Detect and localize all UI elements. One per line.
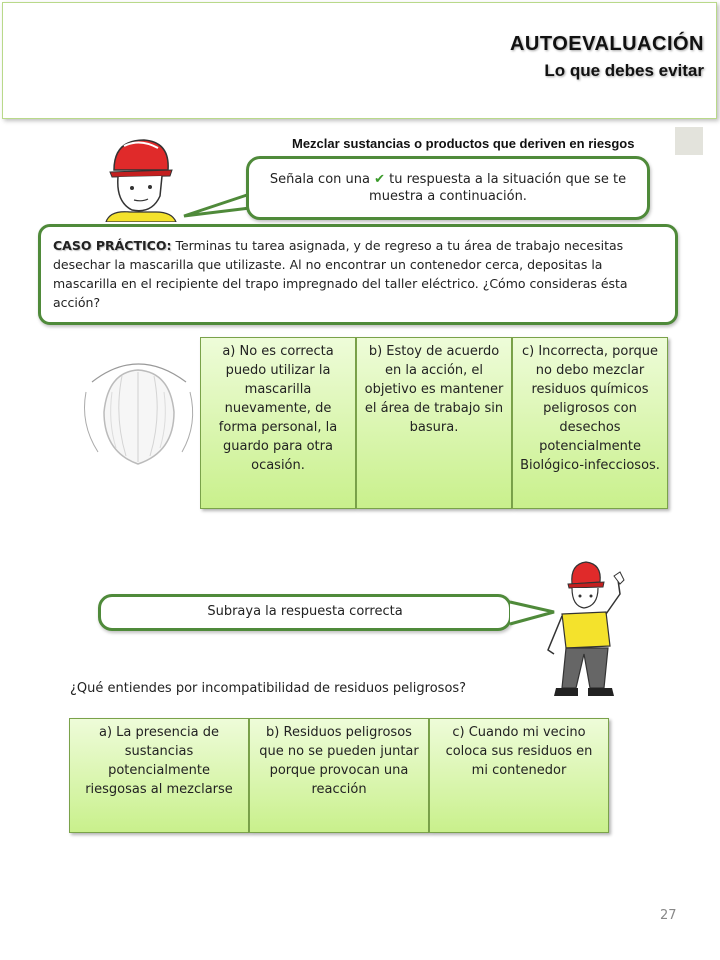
page-subtitle: Lo que debes evitar bbox=[544, 61, 704, 80]
speech-bubble-tail bbox=[180, 190, 252, 220]
header-box bbox=[2, 2, 717, 119]
case-option-c[interactable]: c) Incorrecta, porque no debo mezclar residuos químicos peligrosos con desechos potencialmente Biológico-infecciosos. bbox=[512, 337, 668, 509]
instruction-bubble-underline bbox=[98, 594, 512, 631]
question-option-b[interactable]: b) Residuos peligrosos que no se pueden juntar porque provocan una reacción bbox=[249, 718, 429, 833]
instruction-text-before: Señala con una bbox=[269, 172, 370, 187]
instruction-text-after: tu respuesta a la situación que se te muestra a continuación. bbox=[369, 172, 627, 204]
topic-heading: Mezclar sustancias o productos que deriven en riesgos bbox=[292, 136, 635, 151]
worker-waving-illustration bbox=[528, 554, 634, 706]
check-icon: ✔ bbox=[374, 172, 386, 187]
case-study-label: CASO PRÁCTICO: bbox=[53, 238, 172, 253]
case-option-a[interactable]: a) No es correcta puedo utilizar la mascarilla nuevamente, de forma personal, la guardo para otra ocasión. bbox=[200, 337, 356, 509]
page-number: 27 bbox=[660, 908, 677, 923]
mask-illustration bbox=[78, 352, 200, 484]
question-option-c[interactable]: c) Cuando mi vecino coloca sus residuos en mi contenedor bbox=[429, 718, 609, 833]
case-option-b[interactable]: b) Estoy de acuerdo en la acción, el objetivo es mantener el área de trabajo sin basura. bbox=[356, 337, 512, 509]
instruction-underline-text: Subraya la respuesta correcta bbox=[207, 604, 403, 619]
decorative-square bbox=[675, 127, 703, 155]
question-answer-options bbox=[69, 718, 609, 833]
case-study-text: Terminas tu tarea asignada, y de regreso a tu área de trabajo necesitas desechar la mascarilla que utilizaste. Al no encontrar un contenedor cerca, depositas la mascarilla en el recipiente del trapo impregnado del taller eléctrico. ¿Cómo consideras ésta acción? bbox=[53, 238, 628, 310]
worker-head-illustration bbox=[100, 130, 180, 222]
instruction-bubble-check bbox=[246, 156, 650, 220]
page-title: AUTOEVALUACIÓN bbox=[509, 33, 704, 55]
case-answer-options bbox=[200, 337, 668, 509]
question-option-a[interactable]: a) La presencia de sustancias potencialmente riesgosas al mezclarse bbox=[69, 718, 249, 833]
question-incompatibility: ¿Qué entiendes por incompatibilidad de residuos peligrosos? bbox=[70, 681, 467, 696]
case-study-box bbox=[38, 224, 678, 325]
